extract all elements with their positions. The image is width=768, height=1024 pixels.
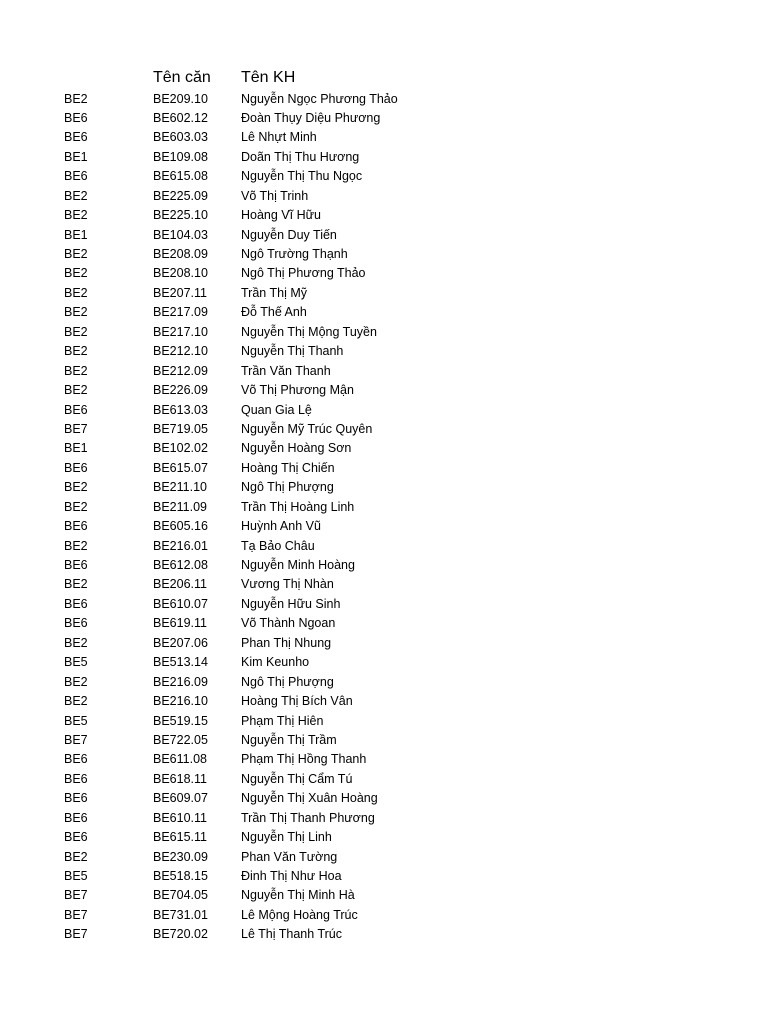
unit-cell: BE211.10 [153,480,207,495]
customer-cell: Lê Thị Thanh Trúc [241,927,342,942]
customer-cell: Trần Thị Hoàng Linh [241,499,355,514]
table-row [0,848,768,867]
unit-cell: BE226.09 [153,383,208,398]
unit-cell: BE619.11 [153,616,207,631]
block-cell: BE5 [64,713,88,728]
block-cell: BE2 [64,208,88,223]
customer-cell: Ngô Trường Thạnh [241,247,348,261]
table-row [0,109,768,128]
unit-cell: BE618.11 [153,771,207,786]
table-row [0,712,768,731]
table-row [0,828,768,847]
unit-cell: BE610.07 [153,596,208,611]
customer-cell: Phan Văn Tường [241,849,338,864]
customer-cell: Đoàn Thụy Diệu Phương [241,110,381,125]
customer-cell: Trần Văn Thanh [241,363,331,378]
unit-cell: BE609.07 [153,791,208,806]
unit-cell: BE212.10 [153,344,208,359]
table-row [0,692,768,711]
block-cell: BE6 [64,791,88,806]
customer-cell: Nguyễn Thị Minh Hà [241,888,355,903]
unit-cell: BE615.11 [153,830,207,845]
block-cell: BE2 [64,305,88,320]
table-row [0,809,768,828]
block-cell: BE2 [64,480,88,495]
unit-cell: BE519.15 [153,713,208,728]
table-row [0,420,768,439]
table-row [0,284,768,303]
customer-cell: Võ Thành Ngoan [241,616,336,631]
header-customer-name: Tên KH [241,69,296,86]
block-cell: BE7 [64,421,88,436]
table-row [0,264,768,283]
block-cell: BE2 [64,363,88,378]
table-row [0,498,768,517]
block-cell: BE6 [64,110,88,125]
unit-cell: BE513.14 [153,655,208,670]
table-row [0,653,768,672]
customer-cell: Ngô Thị Phương Thảo [241,266,366,281]
customer-cell: Ngô Thị Phượng [241,674,334,689]
block-cell: BE6 [64,558,88,572]
unit-cell: BE209.10 [153,91,208,106]
table-row [0,401,768,420]
customer-cell: Vương Thị Nhàn [241,577,334,592]
block-cell: BE6 [64,752,88,767]
unit-cell: BE613.03 [153,402,208,417]
customer-cell: Hoàng Vĩ Hữu [241,208,321,223]
table-row [0,167,768,186]
block-cell: BE5 [64,655,88,670]
unit-cell: BE704.05 [153,888,208,903]
customer-cell: Hoàng Thị Bích Vân [241,694,353,709]
table-row [0,342,768,361]
unit-cell: BE602.12 [153,110,208,125]
block-cell: BE7 [64,732,88,747]
block-cell: BE2 [64,324,88,339]
block-cell: BE2 [64,247,88,261]
customer-cell: Phạm Thị Hiên [241,713,324,728]
table-row [0,206,768,225]
table-row [0,148,768,167]
table-row [0,886,768,905]
table-row [0,90,768,109]
customer-cell: Nguyễn Thị Thu Ngọc [241,169,363,184]
block-cell: BE6 [64,830,88,845]
table-body [0,90,768,945]
unit-cell: BE206.11 [153,577,207,592]
unit-cell: BE731.01 [153,907,208,922]
unit-cell: BE225.10 [153,208,208,223]
unit-cell: BE208.09 [153,247,208,261]
table-row [0,537,768,556]
table-row [0,459,768,478]
block-cell: BE2 [64,635,88,650]
customer-cell: Trần Thị Thanh Phương [241,810,375,825]
unit-cell: BE603.03 [153,130,208,145]
unit-cell: BE722.05 [153,732,208,747]
block-cell: BE2 [64,849,88,864]
unit-cell: BE230.09 [153,849,208,864]
table-row [0,323,768,342]
customer-cell: Quan Gia Lệ [241,402,312,417]
customer-cell: Huỳnh Anh Vũ [241,519,321,534]
block-cell: BE2 [64,383,88,398]
customer-cell: Hoàng Thị Chiến [241,460,335,475]
customer-cell: Nguyễn Thị Xuân Hoàng [241,791,378,806]
table-row [0,595,768,614]
customer-cell: Võ Thị Trinh [241,188,309,203]
table-row [0,575,768,594]
customer-cell: Nguyễn Mỹ Trúc Quyên [241,421,373,436]
unit-cell: BE216.10 [153,694,208,709]
unit-cell: BE225.09 [153,188,208,203]
table-row [0,245,768,264]
table-row [0,187,768,206]
customer-cell: Nguyễn Minh Hoàng [241,558,355,572]
table-row [0,731,768,750]
block-cell: BE6 [64,596,88,611]
customer-cell: Nguyễn Thị Thanh [241,344,344,359]
block-cell: BE1 [64,441,88,456]
block-cell: BE6 [64,130,88,145]
block-cell: BE6 [64,519,88,534]
customer-cell: Võ Thị Phương Mận [241,383,354,398]
block-cell: BE2 [64,285,88,300]
table-row [0,867,768,886]
unit-cell: BE211.09 [153,499,207,514]
customer-cell: Trần Thị Mỹ [241,285,307,300]
block-cell: BE7 [64,927,88,942]
customer-cell: Ngô Thị Phượng [241,480,334,495]
table-row [0,906,768,925]
unit-cell: BE212.09 [153,363,208,378]
header-unit-name: Tên căn [153,69,211,86]
table-row [0,750,768,769]
block-cell: BE2 [64,344,88,359]
unit-cell: BE104.03 [153,227,208,242]
customer-cell: Nguyễn Duy Tiến [241,227,337,242]
block-cell: BE6 [64,771,88,786]
table-row [0,925,768,944]
block-cell: BE5 [64,869,88,883]
table-row [0,556,768,575]
table-row [0,634,768,653]
customer-cell: Nguyễn Thị Trầm [241,732,337,747]
unit-cell: BE208.10 [153,266,208,281]
table-row [0,770,768,789]
customer-cell: Tạ Bảo Châu [241,538,315,553]
table-row [0,362,768,381]
customer-cell: Kim Keunho [241,655,310,670]
block-cell: BE2 [64,188,88,203]
unit-cell: BE615.07 [153,460,208,475]
block-cell: BE1 [64,227,88,242]
unit-cell: BE216.01 [153,538,208,553]
table-row [0,303,768,322]
customer-cell: Đinh Thị Như Hoa [241,869,342,883]
table-row [0,517,768,536]
block-cell: BE2 [64,91,88,106]
unit-cell: BE217.09 [153,305,208,320]
unit-cell: BE611.08 [153,752,207,767]
table-row [0,128,768,147]
block-cell: BE6 [64,460,88,475]
block-cell: BE7 [64,907,88,922]
customer-cell: Lê Nhựt Minh [241,130,317,145]
block-cell: BE2 [64,577,88,592]
unit-cell: BE719.05 [153,421,208,436]
block-cell: BE7 [64,888,88,903]
customer-cell: Doãn Thị Thu Hương [241,149,360,164]
unit-cell: BE217.10 [153,324,208,339]
table-row [0,673,768,692]
unit-cell: BE615.08 [153,169,208,184]
unit-cell: BE605.16 [153,519,208,534]
block-cell: BE2 [64,538,88,553]
table-header-row [0,66,768,90]
unit-cell: BE610.11 [153,810,207,825]
customer-cell: Nguyễn Thị Mộng Tuyền [241,324,377,339]
customer-cell: Lê Mộng Hoàng Trúc [241,907,358,922]
customer-cell: Nguyễn Hoàng Sơn [241,441,352,456]
table-row [0,478,768,497]
customer-cell: Nguyễn Hữu Sinh [241,596,341,611]
unit-cell: BE102.02 [153,441,208,456]
block-cell: BE6 [64,616,88,631]
table-row [0,439,768,458]
table-row [0,226,768,245]
block-cell: BE2 [64,266,88,281]
customer-cell: Đỗ Thế Anh [241,305,307,320]
block-cell: BE2 [64,674,88,689]
unit-cell: BE518.15 [153,869,208,883]
block-cell: BE6 [64,810,88,825]
block-cell: BE6 [64,402,88,417]
unit-cell: BE109.08 [153,149,208,164]
block-cell: BE1 [64,149,88,164]
customer-cell: Phan Thị Nhung [241,635,332,650]
table-row [0,381,768,400]
unit-cell: BE207.06 [153,635,208,650]
customer-cell: Phạm Thị Hồng Thanh [241,752,367,767]
unit-cell: BE720.02 [153,927,208,942]
unit-cell: BE216.09 [153,674,208,689]
customer-cell: Nguyễn Thị Cẩm Tú [241,771,353,786]
table-row [0,789,768,808]
unit-cell: BE612.08 [153,558,208,572]
customer-cell: Nguyễn Ngọc Phương Thảo [241,91,398,106]
unit-cell: BE207.11 [153,285,207,300]
block-cell: BE2 [64,499,88,514]
table-row [0,614,768,633]
block-cell: BE2 [64,694,88,709]
block-cell: BE6 [64,169,88,184]
customer-cell: Nguyễn Thị Linh [241,830,332,845]
